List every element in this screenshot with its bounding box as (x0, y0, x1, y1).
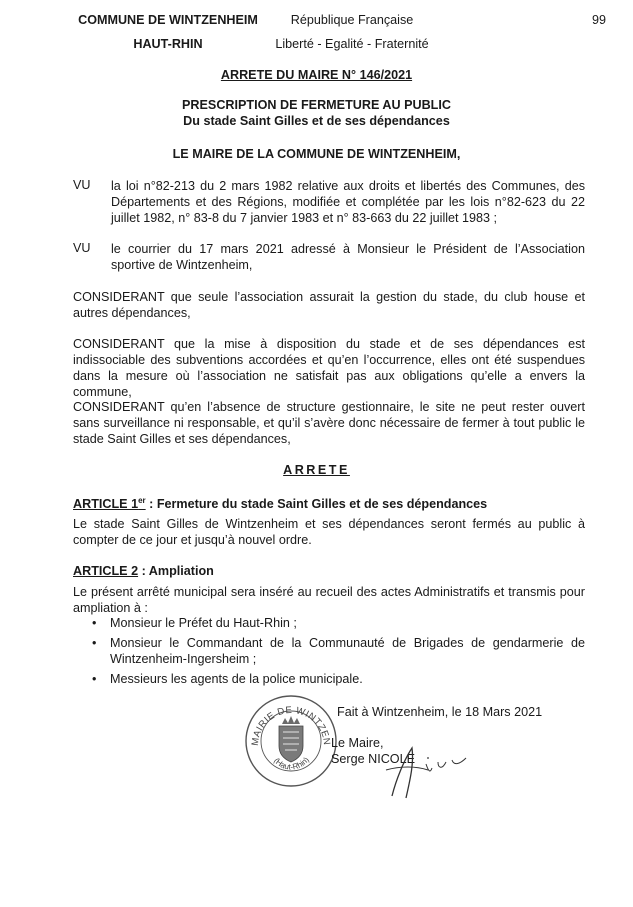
vu-text: la loi n°82-213 du 2 mars 1982 relative aux droits et libertés des Communes, des Départements et des Régions, modifiée et complétée par les lois n°82-623 du 22 juillet 1982, n° 83-8 du 7 janvier 1983 et n° 83-663 du 22 juillet 1983 ; (111, 179, 585, 225)
arrete-number: ARRETE DU MAIRE N° 146/2021 (220, 68, 413, 82)
bullet-icon: • (92, 636, 97, 650)
arrete-heading: ARRETE (283, 463, 350, 477)
considerant-paragraph: CONSIDERANT que la mise à disposition du stade et de ses dépendances est indissociable des subventions accordées et qu’en l’occurrence, elles ont été suspendues dans la mesure où l’association ne satisfait pas aux obligations qu’elle a envers la commune, (73, 337, 585, 399)
article-2-label: ARTICLE 2 (73, 564, 139, 578)
considerant-paragraph: CONSIDERANT que seule l’association assurait la gestion du stade, du club house et autres dépendances, (73, 290, 585, 320)
list-item: • Messieurs les agents de la police municipale. (92, 672, 363, 686)
signatory-role: Le Maire, (331, 736, 384, 750)
mairie-seal (244, 694, 338, 788)
article-2-title: : Ampliation (138, 564, 214, 578)
article-1-body: Le stade Saint Gilles de Wintzenheim et ses dépendances seront fermés au public à compter de ce jour et jusqu’à nouvel ordre. (73, 517, 585, 547)
handwritten-signature (382, 740, 492, 802)
signatory-name: Serge NICOLE (331, 752, 415, 766)
bullet-icon: • (92, 672, 97, 686)
considerant-paragraph: CONSIDERANT qu’en l’absence de structure gestionnaire, le site ne peut rester ouvert sans surveillance ni responsable, et qu’il s’avère donc nécessaire de fermer à tout public le stade Saint Gilles et ses dépendances, (73, 400, 585, 446)
article-2-body: Le présent arrêté municipal sera inséré au recueil des actes Administratifs et transmis pour ampliation à : (73, 585, 585, 615)
vu-label: VU (73, 241, 91, 255)
ampliation-list (73, 615, 585, 687)
list-item: • Monsieur le Commandant de la Communauté de Brigades de gendarmerie de Wintzenheim-Ingersheim ; (92, 636, 585, 666)
vu-text: le courrier du 17 mars 2021 adressé à Monsieur le Président de l’Association sportive de Wintzenheim, (111, 242, 585, 272)
seal-subtext: (Haut-Rhin) (272, 755, 311, 772)
commune-name: COMMUNE DE WINTZENHEIM (78, 13, 258, 27)
republic-label: République Française (290, 13, 414, 27)
page-number: 99 (592, 13, 607, 27)
subject-line-1: PRESCRIPTION DE FERMETURE AU PUBLIC (182, 98, 451, 112)
seal-text: MAIRIE DE WINTZEN (249, 704, 333, 747)
article-2-heading (73, 564, 585, 578)
place-date: Fait à Wintzenheim, le 18 Mars 2021 (337, 705, 543, 719)
republic-motto: Liberté - Egalité - Fraternité (275, 37, 429, 51)
subject-line-2: Du stade Saint Gilles et de ses dépendances (183, 114, 450, 128)
article-1-heading (73, 496, 585, 511)
list-item: • Monsieur le Préfet du Haut-Rhin ; (92, 616, 297, 630)
department-name: HAUT-RHIN (133, 37, 203, 51)
mayor-heading: LE MAIRE DE LA COMMUNE DE WINTZENHEIM, (172, 147, 461, 161)
article-1-title: : Fermeture du stade Saint Gilles et de ses dépendances (145, 497, 488, 512)
article-1-label: ARTICLE 1er (73, 496, 146, 512)
vu-label: VU (73, 178, 91, 192)
bullet-icon: • (92, 616, 97, 630)
